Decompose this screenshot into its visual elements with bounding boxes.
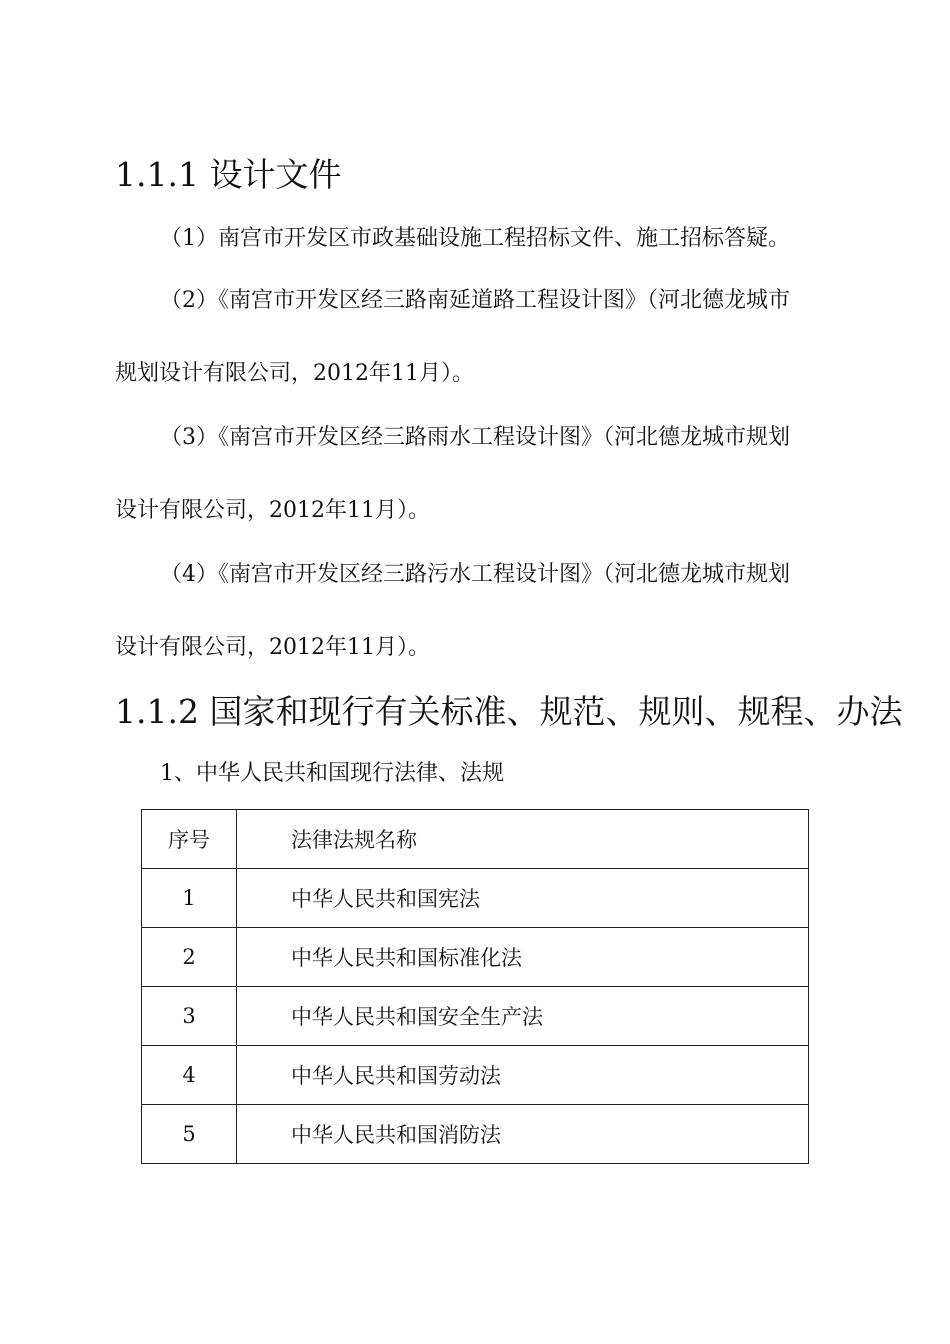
design-doc-item-4: （4）《南宫市开发区经三路污水工程设计图》（河北德龙城市规划: [160, 562, 790, 587]
design-doc-item-3-continued: 设计有限公司，2012年11月）。: [115, 498, 430, 523]
law-name: 中华人民共和国消防法: [237, 1105, 809, 1164]
column-header-law-name: 法律法规名称: [237, 810, 809, 869]
law-name: 中华人民共和国宪法: [237, 869, 809, 928]
section-heading-1-1-1: 1.1.1 设计文件: [115, 155, 342, 194]
laws-subheading: 1、中华人民共和国现行法律、法规: [160, 761, 504, 786]
column-header-number: 序号: [142, 810, 237, 869]
law-name: 中华人民共和国标准化法: [237, 928, 809, 987]
table-row: [142, 1105, 809, 1164]
table-row: [142, 928, 809, 987]
design-doc-item-2-continued: 规划设计有限公司，2012年11月）。: [115, 361, 474, 386]
row-number: 2: [142, 928, 237, 987]
table-row: [142, 1046, 809, 1105]
section-heading-1-1-2: 1.1.2 国家和现行有关标准、规范、规则、规程、办法: [115, 692, 903, 731]
design-doc-item-1: （1）南宫市开发区市政基础设施工程招标文件、施工招标答疑。: [160, 226, 790, 251]
row-number: 3: [142, 987, 237, 1046]
row-number: 1: [142, 869, 237, 928]
law-name: 中华人民共和国劳动法: [237, 1046, 809, 1105]
laws-table: [141, 809, 809, 1164]
row-number: 5: [142, 1105, 237, 1164]
row-number: 4: [142, 1046, 237, 1105]
table-row: [142, 987, 809, 1046]
design-doc-item-4-continued: 设计有限公司，2012年11月）。: [115, 635, 430, 660]
law-name: 中华人民共和国安全生产法: [237, 987, 809, 1046]
table-header-row: [142, 810, 809, 869]
table-row: [142, 869, 809, 928]
design-doc-item-2: （2）《南宫市开发区经三路南延道路工程设计图》（河北德龙城市: [160, 288, 790, 313]
design-doc-item-3: （3）《南宫市开发区经三路雨水工程设计图》（河北德龙城市规划: [160, 425, 790, 450]
